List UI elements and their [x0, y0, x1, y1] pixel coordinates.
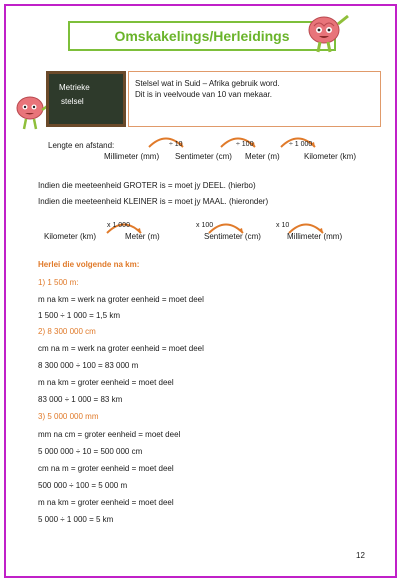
- div-op-1: ÷ 10: [169, 141, 183, 148]
- exercise-line: 1 500 ÷ 1 000 = 1,5 km: [38, 311, 120, 320]
- exercise-line: 5 000 ÷ 1 000 = 5 km: [38, 515, 114, 524]
- info-line-2: Dit is in veelvoude van 10 van mekaar.: [135, 90, 272, 99]
- exercise-line: m na km = groter eenheid = moet deel: [38, 498, 174, 507]
- mul-unit-2: Meter (m): [125, 232, 160, 241]
- exercise-line: 500 000 ÷ 100 = 5 000 m: [38, 481, 128, 490]
- exercise-line: 8 300 000 ÷ 100 = 83 000 m: [38, 361, 139, 370]
- mul-op-3: x 10: [276, 222, 290, 229]
- exercise-line: m na km = werk na groter eenheid = moet deel: [38, 295, 204, 304]
- div-op-3: ÷ 1 000: [289, 141, 313, 148]
- exercise-line: 2) 8 300 000 cm: [38, 327, 96, 336]
- page-number: 12: [356, 551, 365, 560]
- mul-unit-4: Millimeter (mm): [287, 232, 343, 241]
- board-line-1: Metrieke: [59, 83, 90, 92]
- chalkboard: [46, 71, 126, 127]
- exercise-line: 1) 1 500 m:: [38, 278, 79, 287]
- page-title: Omskakelings/Herleidings: [114, 28, 290, 44]
- div-unit-3: Meter (m): [245, 152, 280, 161]
- div-unit-2: Sentimeter (cm): [175, 152, 232, 161]
- exercise-line: 5 000 000 ÷ 10 = 500 000 cm: [38, 447, 143, 456]
- exercise-heading: Herlei die volgende na km:: [38, 260, 140, 269]
- mul-op-2: x 100: [196, 222, 214, 229]
- brain-mascot-icon: [304, 10, 352, 54]
- info-box: [128, 71, 381, 127]
- mul-unit-1: Kilometer (km): [44, 232, 97, 241]
- exercise-line: cm na m = werk na groter eenheid = moet deel: [38, 344, 204, 353]
- board-line-2: stelsel: [61, 97, 84, 106]
- exercise-line: 3) 5 000 000 mm: [38, 412, 99, 421]
- exercise-line: cm na m = groter eenheid = moet deel: [38, 464, 174, 473]
- length-label: Lengte en afstand:: [48, 141, 115, 150]
- div-unit-1: Millimeter (mm): [104, 152, 160, 161]
- exercise-line: 83 000 ÷ 1 000 = 83 km: [38, 395, 123, 404]
- mul-unit-3: Sentimeter (cm): [204, 232, 261, 241]
- exercise-line: mm na cm = groter eenheid = moet deel: [38, 430, 181, 439]
- title-box: [68, 21, 336, 51]
- rule-greater: Indien die meeteenheid GROTER is = moet jy DEEL. (hierbo): [38, 181, 256, 190]
- div-unit-4: Kilometer (km): [304, 152, 357, 161]
- mul-op-1: x 1 000: [107, 222, 130, 229]
- info-line-1: Stelsel wat in Suid – Afrika gebruik word.: [135, 79, 280, 88]
- div-op-2: ÷ 100: [236, 141, 254, 148]
- exercise-line: m na km = groter eenheid = moet deel: [38, 378, 174, 387]
- rule-smaller: Indien die meeteenheid KLEINER is = moet jy MAAL. (hieronder): [38, 197, 269, 206]
